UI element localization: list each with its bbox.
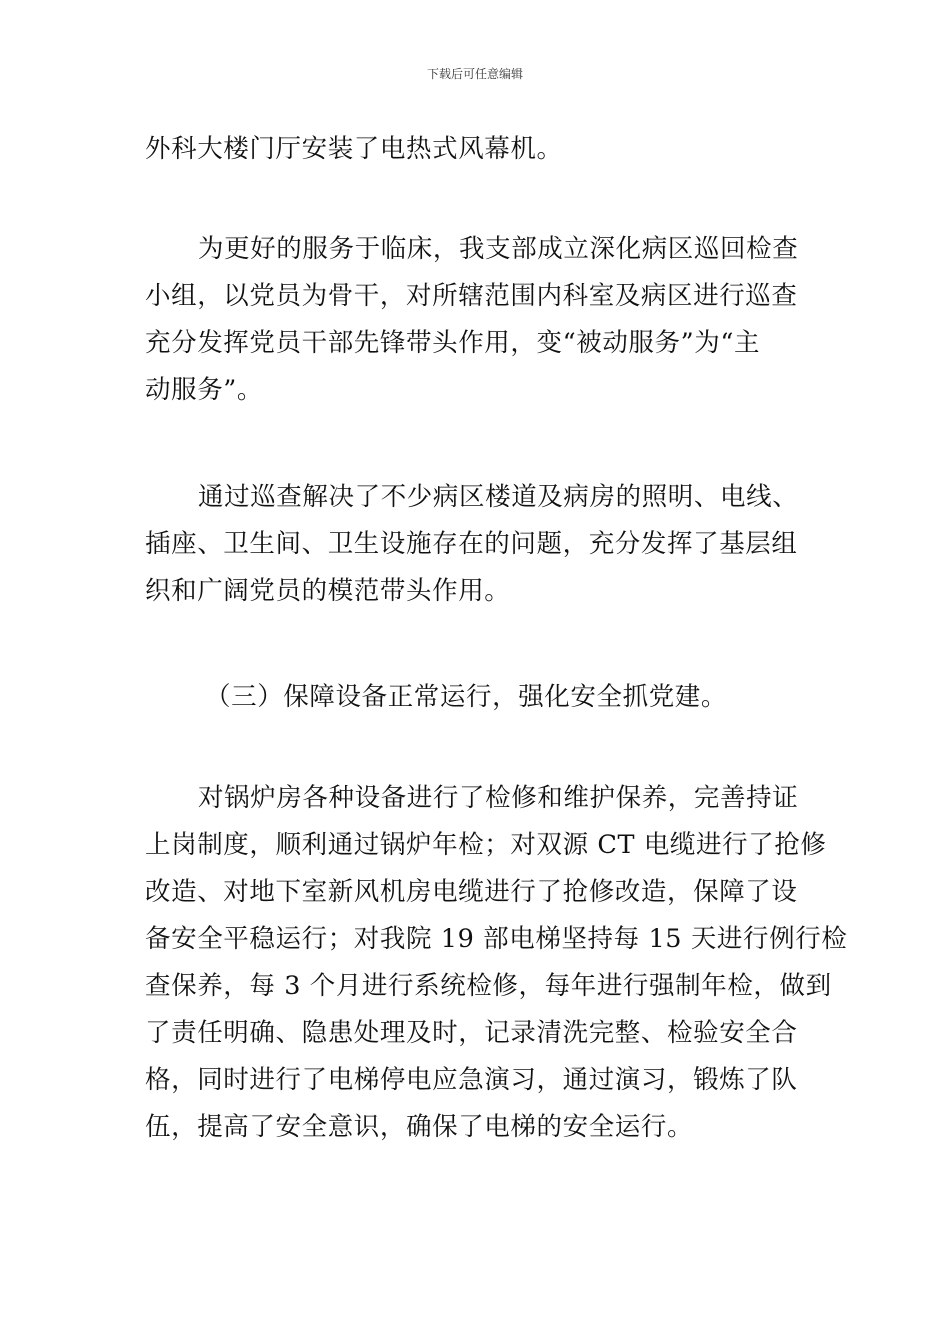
paragraph-line: 备安全平稳运行；对我院 19 部电梯坚持每 15 天进行例行检 xyxy=(145,924,848,954)
paragraph-line: 为更好的服务于临床，我支部成立深化病区巡回检查 xyxy=(198,234,799,264)
paragraph-line: 了责任明确、隐患处理及时，记录清洗完整、检验安全合 xyxy=(145,1018,798,1048)
paragraph-line: 改造、对地下室新风机房电缆进行了抢修改造，保障了设 xyxy=(145,877,798,907)
paragraph-line: 对锅炉房各种设备进行了检修和维护保养，完善持证 xyxy=(198,783,799,813)
paragraph-line: 外科大楼门厅安装了电热式风幕机。 xyxy=(145,134,563,164)
paragraph-line: 织和广阔党员的模范带头作用。 xyxy=(145,576,511,606)
paragraph-line: 动服务”。 xyxy=(145,375,264,405)
paragraph-2 xyxy=(145,226,810,414)
page-header: 下载后可任意编辑 xyxy=(426,67,523,81)
paragraph-4 xyxy=(145,775,848,1151)
paragraph-line: 小组，以党员为骨干，对所辖范围内科室及病区进行巡查 xyxy=(145,281,798,311)
section-heading xyxy=(145,674,810,721)
paragraph-1 xyxy=(145,126,810,173)
paragraph-line: 伍，提高了安全意识，确保了电梯的安全运行。 xyxy=(145,1112,694,1142)
paragraph-line: 通过巡查解决了不少病区楼道及病房的照明、电线、 xyxy=(198,482,799,512)
section-heading-text: （三）保障设备正常运行，强化安全抓党建。 xyxy=(205,682,728,712)
paragraph-line: 查保养，每 3 个月进行系统检修，每年进行强制年检，做到 xyxy=(145,971,832,1001)
paragraph-line: 插座、卫生间、卫生设施存在的问题，充分发挥了基层组 xyxy=(145,529,798,559)
paragraph-line: 上岗制度，顺利通过锅炉年检；对双源 CT 电缆进行了抢修 xyxy=(145,830,827,860)
paragraph-line: 格，同时进行了电梯停电应急演习，通过演习，锻炼了队 xyxy=(145,1065,798,1095)
paragraph-3 xyxy=(145,474,810,615)
paragraph-line: 充分发挥党员干部先锋带头作用，变“被动服务”为“主 xyxy=(145,328,761,358)
